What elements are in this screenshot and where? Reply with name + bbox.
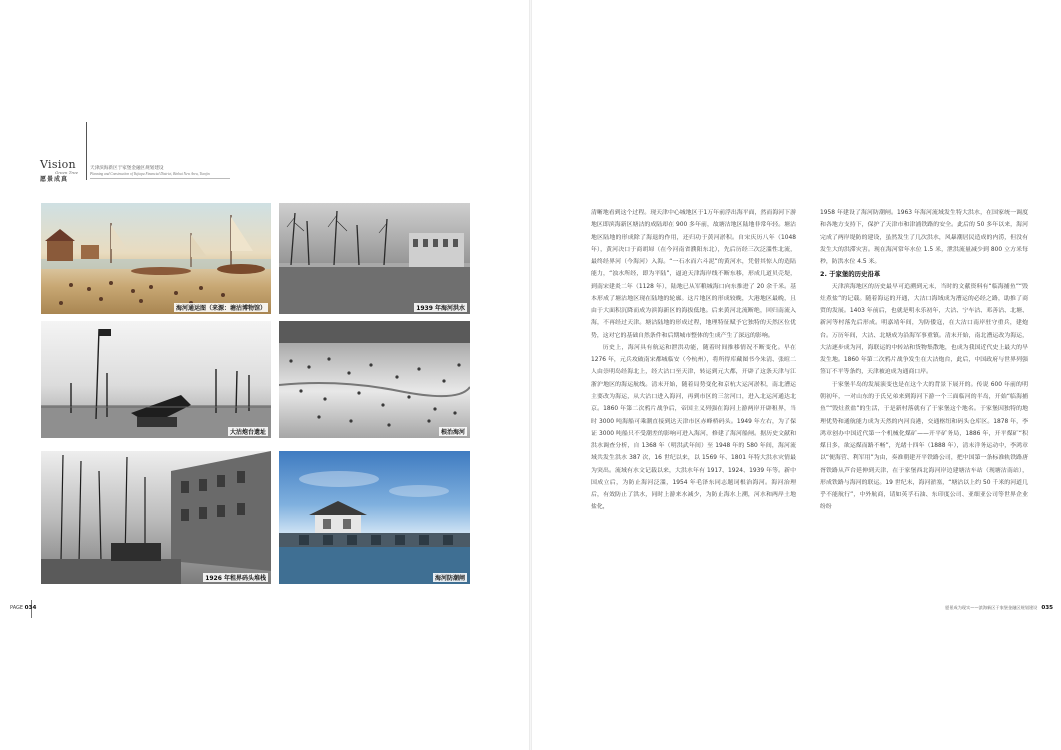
chapter-title-en: Vision (40, 158, 76, 171)
photo-caption: 1939 年海河洪水 (416, 305, 465, 312)
photo-caption: 大沽炮台遗址 (229, 429, 266, 436)
project-title-cn: 天津滨海新区于家堡金融区规划建设 (90, 166, 164, 171)
tide-gate-illustration (279, 451, 470, 584)
body-paragraph: 历史上，海河具有航运和泄洪功能，随着时间推移情况不断变化。早在 1276 年，元兵攻破南宋都城临安（今杭州），将所得库藏图书今朱清、张暄二人由崇明岛经海北上，经大沽口至天津，转运到元大都，开辟了这条天津与江浙沪地区的海运航线。清末开始，随着局势变化和京杭大运河淤积，南北漕运主要改为海运，从大沽口进入海河，再到市区的三岔河口，进入北运河通达北京。1860 年第二次鸦片战争后，帝国主义列强在海河上游两岸开辟租界，当时 3000 吨海船可乘潮直接到达天津市区赤峰桥码头。1949 年左右，为了保证 3000 吨船只不受潮差的影响可进入海河，修建了海河船闸。据历史文献和洪水调查分析，自 1368 年（明洪武年间）至 1948 年的 580 年间，海河流域共发生洪水 387 次，16 世纪以来，以 1569 年、1801 年特大洪水灾情最为突出。流域有水文记载以来，大洪水年有 1917、1924、1939 年等。新中国成立后，为防止海河泛滥，1954 年毛泽东同志题词根治海河。海河治理后，有效防止了洪水，同时上游来水减少，为防止海水上溯，河水和两岸土地盐化， (591, 344, 796, 511)
photo-haihe-tide-gate (279, 451, 470, 584)
painting-illustration (41, 203, 271, 314)
header-underline (90, 178, 230, 179)
flood-illustration (279, 203, 470, 314)
wharf-illustration (41, 451, 271, 584)
book-gutter (529, 0, 532, 750)
photo-dagu-fort-ruins (41, 321, 271, 438)
text-column-left (591, 207, 796, 514)
page-footer-left (10, 605, 36, 611)
chapter-title-cn: 愿景成真 (40, 176, 69, 183)
body-paragraph: 1958 年建设了海河防潮闸。1963 年海河流域发生特大洪水，在国家统一调度和各地方支持下，保护了天津市和津浦铁路的安全。此后的 50 多年以来，海河完成了两岸堤防的建设，虽然发生了几次洪水，风暴潮居民造成的内涝，但没有发生大的洪滞灾害。现在海河常年水位 1.5 米，泄洪流量减少到 800 立方米每秒，防洪水位 4.5 米。 (820, 210, 1028, 266)
body-paragraph: 天津滨海地区的历史最早可追溯到元末，当时的文献资料有“临海捕鱼”“毁灶煮盐”的记载。随着海运的开通，大沽口海域成为漕运的必经之路，助推了商贸的发展。1403 年前后，也就是明永乐初年，大沽、宁车沽、邓善沽、北塘、新河等村落先后形成。明嘉靖年间，为防倭寇，在大沽口南岸驻守重兵，建炮台。万历年间，大沽、北塘成为沿海军事重镇。清末开始，南北漕运改为海运，大沽逐步成为河，海联运的中转站和货物集散地，也成为我国近代史上最大的旱发生地。1860 年第二次鸦片战争发生在大沽炮台，此后，中国政府与世界列强签订不平等条约，天津被迫成为通商口岸。 (820, 283, 1028, 376)
body-paragraph: 清晰地看到这个过程。现天津中心城地区于1万年前浮出海平面，然而海河下游地区即滨海新区塘沽的成陆却在 900 多年前，故塘沽地区陆地非常年轻。塘沽地区陆地的形成除了海退的作用，还归功于黄河淤积。自宋庆历八年（1048 年），黄河决口于商胡埽（在今河南省濮阳东北），先后历经三次泛滥性北流，最终经界河（今海河）入海。“一石水而六斗泥”的黄河水，凭借其惊人的造陆能力，“浊水所经，即为平陆”，逼迫天津海岸线不断东移，形成几道贝壳堤，到南宋建炎二年（1128 年），陆地已从军粮城海口向东推进了 20 余千米。基本形成了塘沽地区现在陆地的轮廓。这片地区的形成较晚，大港地区最晚，且由于大面积沉降而成为滨海新区的海拔低地。后来黄河北流断绝，回归南流入海，不再经过天津。塘沽陆地的形成过程，地理特征赋予它独特的天然区位优势，这对它的基础自然条件和后期城市整体的生成产生了深远的影响。 (591, 210, 796, 339)
fort-illustration (41, 321, 271, 438)
page-label: PAGE (10, 605, 24, 611)
project-title-en: Planning and Construction of Yujiapu Financial District, Binhai New Area, Tianjin (90, 172, 210, 176)
text-column-right (820, 207, 1028, 514)
page-number-left: 034 (24, 605, 37, 611)
body-paragraph: 于家堡半岛的发展演变也是在这个大的背景下展开的。传说 600 年前的明朝初年，一对山东的于氏兄弟来到海河下游一个三面临河的半岛，开始“临海捕鱼”“毁灶煮盐”的生活，于是新村落就有了于家堡这个地名。于家堡因独特的地理优势和通航能力成为天然的内河良港，交通枢纽和码头仓库区。1878 年，李鸿章创办中国近代第一个机械化煤矿——开平矿务局，1886 年，开平煤矿“积煤日多，欲运煤而路不畅”，光绪十四年（1888 年），清末洋务运动中，李鸿章以“便海营、利军用”为由，奏准朝建开平铁路公司，把中国第一条标准轨铁路唐胥铁路从芦台延伸到天津，在于家堡西北海河岸边建塘沽车站（现塘沽南站），形成铁路与海河的联运。19 世纪末，海河淤塞，“塘沽以上约 50 千米的河道几乎不能航行”，中外航商，请如英孚石油、东印度公司、亚细亚公司等世界企业纷纷 (820, 381, 1028, 511)
section-heading: 2. 于家堡的历史沿革 (820, 270, 881, 279)
header-divider (86, 122, 87, 180)
page-footer-right (945, 605, 1053, 611)
photo-1926-concession-wharf (41, 451, 271, 584)
running-title: 愿景成为现实——滨海新区于家堡金融区规划建设 (945, 605, 1038, 610)
photo-1939-flood (279, 203, 470, 314)
chapter-subtitle-en: Green Tree (55, 170, 79, 175)
crowd-illustration (279, 321, 470, 438)
photo-caption: 海河通运图（来源：塘沽博物馆） (175, 305, 266, 312)
photo-haihe-control-works (279, 321, 470, 438)
photo-caption: 根治海河 (440, 429, 465, 436)
photo-caption: 1926 年租界码头堆栈 (205, 575, 266, 582)
photo-haihe-transport-painting (41, 203, 271, 314)
photo-caption: 海河防潮闸 (434, 575, 465, 582)
page-number-right: 035 (1041, 605, 1053, 611)
